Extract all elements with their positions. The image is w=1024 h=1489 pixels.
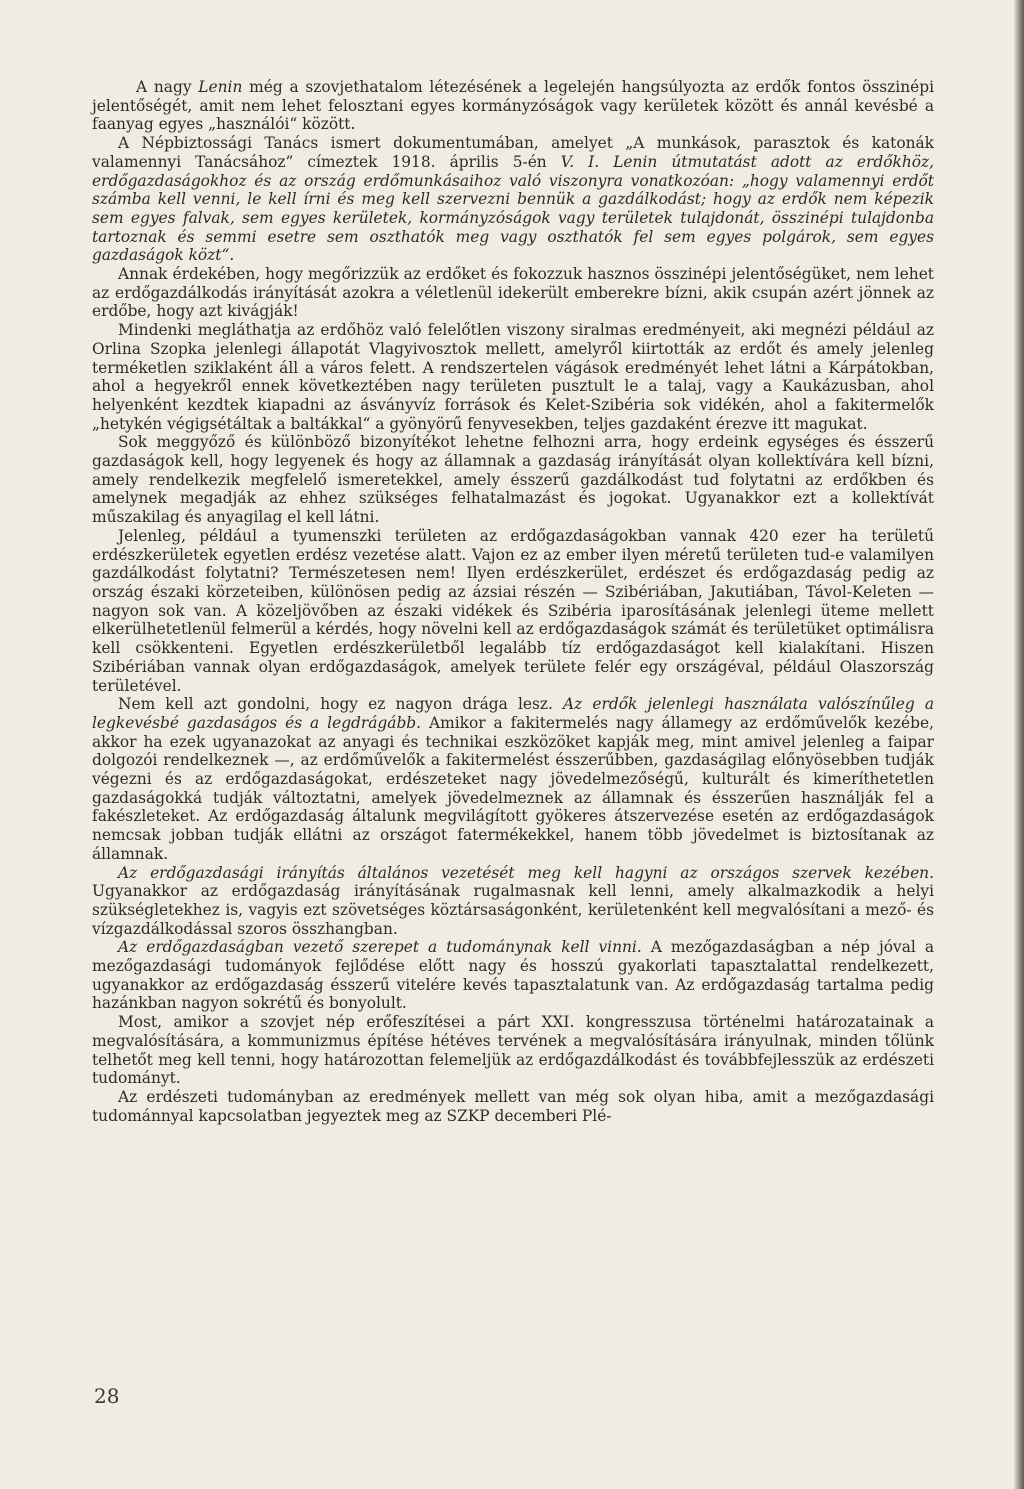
body-text: A Népbiztossági Tanács ismert dokumentumában, amelyet „A munkások, parasztok és katonák valamennyi Tanácsához” címeztek 1918. április 5-én: [92, 134, 934, 171]
italic-text: Az erdők jelenlegi használata valószínűleg a legkevésbé gazdaságos és a legdrágább.: [92, 695, 935, 732]
paragraph-1: [92, 78, 934, 134]
paragraph-8: [92, 864, 934, 939]
paragraph-4: [92, 321, 934, 433]
paragraph-9: [92, 938, 934, 1013]
body-text: Sok meggyőző és különböző bizonyítékot lehetne felhozni arra, hogy erdeink egységes és ésszerű gazdaságok kell, hogy legyenek és hogy az államnak a gazdaság irányítását olyan kollektívára kell bízni, amely rendelkezik megfelelő ismeretekkel, amely ésszerű gazdálkodást tud folytatni az erdőkben és amelynek megadják az ehhez szükséges felhatalmazást és jogokat. Ugyanakkor ezt a kollektívát műszakilag és anyagilag el kell látni.: [92, 433, 934, 527]
body-text: Ugyanakkor az erdőgazdaság irányításának rugalmasnak kell lenni, amely alkalmazkodik a helyi szükségletekhez is, vagyis ezt szövetséges köztársaságonként, kerületenként kell megvalósítani a mező- és vízgazdálkodással szoros összhangban.: [92, 882, 934, 938]
body-text: Mindenki megláthatja az erdőhöz való felelőtlen viszony siralmas eredményeit, aki megnézi például az Orlina Szopka jelenlegi állapotát Vlagyivosztok mellett, amelyről kiirtották az erdőt és amely jelenleg terméketlen sziklaként áll a város felett. A rendszertelen vágások eredményét lehet látni a Kárpátokban, ahol a hegyekről ennek következtében nagy területen pusztult le a talaj, vagy a Kaukázusban, ahol helyenként kezdtek kiapadni az ásványvíz források és Kelet-Szibéria sok vidékén, ahol a fakitermelők „hetykén végigsétáltak a baltákkal“ a gyönyörű fenyvesekben, teljes gazdaként érezve itt magukat.: [92, 321, 934, 433]
paragraph-10: [92, 1013, 934, 1088]
article-body: [92, 78, 934, 1125]
italic-text: Az erdőgazdaságban vezető szerepet a tudománynak kell vinni.: [118, 938, 642, 957]
italic-text: Lenin: [198, 78, 243, 96]
italic-text: V. I. Lenin útmutatást adott az erdőkhöz, erdőgazdaságokhoz és az ország erdőmunkásaihoz való viszonyra vonatkozóan: „hogy valamennyi erdőt számba kell venni, le kell írni és meg kell szervezni bennük a gazdálkodást; hogy az erdők nem képezik sem egyes falvak, sem egyes kerületek, kormányzóságok vagy területek tulajdonát, összinépi tulajdonba tartoznak és semmi esetre sem oszthatók meg vagy oszthatók fel sem egyes polgárok, sem egyes gazdaságok közt“.: [92, 152, 934, 265]
body-text: A nagy: [136, 78, 199, 96]
paragraph-3: [92, 265, 934, 321]
paragraph-7: [92, 695, 934, 863]
italic-text: Az erdőgazdasági irányítás általános vezetését meg kell hagyni az országos szervek kezében.: [118, 863, 934, 882]
paragraph-2: [92, 134, 934, 265]
paragraph-11: [92, 1088, 934, 1125]
body-text: még a szovjethatalom létezésének a legelején hangsúlyozta az erdők fontos összinépi jelentőségét, amit nem lehet felosztani egyes kormányzóságok vagy kerületek között és annál kevésbé a faanyag egyes „használói“ között.: [92, 78, 934, 134]
body-text: Amikor a fakitermelés nagy államegy az erdőművelők kezébe, akkor ha ezek ugyanazokat az anyagi és technikai eszközöket kapják meg, mint amivel jelenleg a faipar dolgozói rendelkeznek —, az erdőművelők a fakitermelést ésszerűbben, gazdaságilag előnyösebben tudják végezni és az erdőgazdaságokat, erdészeteket nagy jövedelmezőségű, kulturált és kimeríthetetlen gazdaságokká tudják változtatni, amelyek jövedelmeznek az államnak és ésszerűen használják fel a fakészleteket. Az erdőgazdaság általunk megvilágított gyökeres átszervezése esetén az erdőgazdaságok nemcsak jobban tudják ellátni az országot fatermékekkel, hanem több jövedelmet is biztosítanak az államnak.: [92, 713, 934, 863]
page-edge-shadow: [1014, 0, 1024, 1489]
body-text: Nem kell azt gondolni, hogy ez nagyon drága lesz.: [118, 695, 564, 714]
paragraph-6: [92, 527, 934, 695]
body-text: Jelenleg, például a tyumenszki területen az erdőgazdaságokban vannak 420 ezer ha területű erdészkerületek egyetlen erdész vezetése alatt. Vajon ez az ember ilyen méretű területen tud-e valamilyen gazdálkodást folytatni? Természetesen nem! Ilyen erdészkerület, erdészet és erdőgazdaság pedig az ország északi körzeteiben, különösen pedig az ázsiai részén — Szibériában, Jakutiában, Távol-Keleten — nagyon sok van. A közeljövőben az északi vidékek és Szibéria iparosításának jelenlegi üteme mellett elkerülhetetlenül felmerül a kérdés, hogy növelni kell az erdőgazdaságok számát és területüket optimálisra kell csökkenteni. Egyetlen erdészkerületből legalább tíz erdőgazdaságot kell kialakítani. Hiszen Szibériában vannak olyan erdőgazdaságok, amelyek területe felér egy országéval, például Olaszország területével.: [92, 526, 934, 695]
paragraph-5: [92, 433, 934, 527]
body-text: Most, amikor a szovjet nép erőfeszítései a párt XXI. kongresszusa történelmi határozatainak a megvalósítására, a kommunizmus építése hétéves tervének a megvalósítására irányulnak, minden tőlünk telhetőt meg kell tenni, hogy határozottan felemeljük az erdőgazdálkodást és továbbfejlesszük az erdészeti tudományt.: [92, 1013, 934, 1088]
body-text: Az erdészeti tudományban az eredmények mellett van még sok olyan hiba, amit a mezőgazdasági tudománnyal kapcsolatban jegyeztek meg az SZKP decemberi Plé-: [92, 1087, 934, 1125]
body-text: Annak érdekében, hogy megőrizzük az erdőket és fokozzuk hasznos összinépi jelentőségüket, nem lehet az erdőgazdálkodás irányítását azokra a véletlenül idekerült emberekre bízni, akik csupán azért jönnek az erdőbe, hogy azt kivágják!: [92, 265, 934, 321]
page-number: 28: [94, 1384, 120, 1408]
body-text: A mezőgazdaságban a nép jóval a mezőgazdasági tudományok fejlődése előtt nagy és hosszú gyakorlati tapasztalattal rendelkezett, ugyanakkor az erdőgazdaság ésszerű vitelére kevés tapasztalatunk van. Az erdőgazdaság tartalma pedig hazánkban nagyon sokrétű és bonyolult.: [92, 938, 934, 1013]
